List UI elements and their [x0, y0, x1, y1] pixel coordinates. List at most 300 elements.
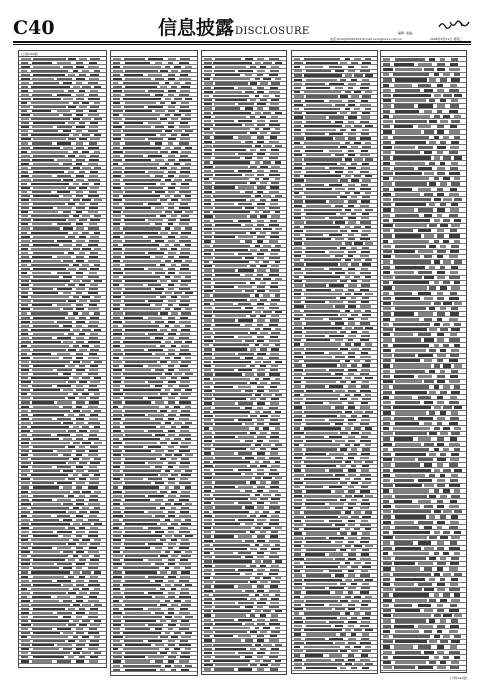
row-text: [73, 329, 79, 331]
row-text: [185, 244, 190, 246]
row-text: [204, 465, 213, 467]
row-text: [113, 333, 122, 335]
row-text: [395, 401, 421, 404]
row-text: [213, 378, 249, 380]
row-text: [443, 385, 450, 388]
row-text: [33, 308, 60, 310]
row-text: [90, 624, 100, 626]
row-text: [271, 132, 280, 134]
row-text: [263, 145, 272, 147]
row-text: [362, 432, 372, 434]
row-text: [329, 638, 343, 640]
row-text: [63, 98, 73, 100]
row-text: [345, 192, 349, 194]
row-text: [168, 656, 177, 658]
row-text: [214, 253, 233, 255]
row-text: [214, 535, 234, 537]
row-text: [125, 547, 150, 549]
row-text: [383, 359, 391, 362]
row-text: [257, 240, 262, 242]
row-text: [76, 401, 85, 403]
row-text: [174, 163, 180, 165]
row-text: [451, 640, 461, 643]
row-text: [68, 495, 74, 497]
row-text: [345, 612, 349, 614]
row-text: [362, 448, 371, 450]
row-text: [354, 209, 362, 211]
row-text: [306, 79, 337, 81]
row-text: [348, 305, 356, 307]
row-text: [76, 337, 84, 339]
row-text: [294, 394, 300, 396]
row-text: [340, 280, 347, 282]
row-text: [450, 292, 457, 295]
row-text: [393, 448, 429, 451]
row-text: [185, 276, 191, 278]
row-text: [345, 209, 351, 211]
row-text: [306, 381, 337, 383]
row-text: [304, 377, 342, 379]
row-text: [124, 381, 145, 383]
row-text: [245, 440, 253, 442]
row-text: [90, 495, 98, 497]
row-text: [73, 215, 79, 217]
row-text: [32, 499, 53, 501]
row-text: [179, 175, 189, 177]
row-text: [21, 584, 31, 586]
row-text: [270, 336, 278, 338]
row-text: [113, 406, 118, 408]
row-text: [165, 535, 172, 537]
row-text: [383, 167, 391, 170]
row-text: [354, 629, 362, 631]
row-text: [362, 62, 371, 64]
row-text: [168, 466, 173, 468]
row-text: [270, 668, 278, 670]
row-text: [434, 240, 438, 243]
row-text: [113, 474, 123, 476]
listing-column-2: [110, 50, 198, 676]
row-text: [305, 385, 325, 387]
row-text: [204, 585, 211, 587]
row-text: [294, 381, 301, 383]
row-text: [365, 411, 373, 413]
row-text: [351, 62, 358, 64]
row-text: [33, 163, 59, 165]
row-text: [79, 58, 87, 60]
row-text: [238, 535, 252, 537]
listing-rows: [202, 57, 286, 672]
row-text: [257, 103, 266, 105]
row-text: [275, 461, 281, 463]
row-text: [21, 110, 28, 112]
row-text: [450, 354, 460, 357]
row-text: [275, 128, 281, 130]
row-text: [354, 461, 362, 463]
row-text: [294, 104, 303, 106]
row-text: [351, 297, 356, 299]
row-text: [94, 604, 102, 606]
row-text: [429, 78, 436, 81]
row-text: [215, 215, 247, 217]
row-text: [125, 401, 152, 403]
row-text: [171, 652, 178, 654]
row-text: [260, 631, 267, 633]
row-text: [31, 652, 70, 654]
row-text: [33, 422, 61, 424]
row-text: [179, 337, 189, 339]
row-text: [348, 423, 353, 425]
row-text: [181, 571, 190, 573]
row-text: [32, 175, 53, 177]
row-text: [257, 174, 264, 176]
row-text: [33, 535, 58, 537]
row-text: [171, 636, 179, 638]
row-text: [155, 256, 163, 258]
row-text: [260, 315, 266, 317]
row-text: [113, 163, 118, 165]
row-text: [174, 567, 180, 569]
row-text: [90, 349, 99, 351]
row-text: [113, 211, 121, 213]
row-text: [76, 628, 83, 630]
row-text: [148, 219, 163, 221]
row-text: [395, 661, 427, 664]
row-text: [21, 353, 28, 355]
row-text: [294, 255, 301, 257]
row-text: [269, 506, 280, 508]
row-text: [383, 552, 388, 555]
row-text: [160, 361, 167, 363]
row-text: [271, 531, 278, 533]
row-text: [21, 491, 28, 493]
row-text: [179, 385, 188, 387]
row-text: [76, 191, 83, 193]
row-text: [94, 636, 100, 638]
row-text: [57, 450, 72, 452]
row-text: [306, 398, 338, 400]
row-text: [31, 86, 70, 88]
row-text: [181, 523, 190, 525]
row-text: [148, 317, 162, 319]
row-text: [124, 397, 144, 399]
row-text: [204, 664, 214, 666]
row-text: [123, 616, 162, 618]
row-text: [394, 583, 414, 586]
row-text: [257, 606, 263, 608]
row-text: [294, 654, 300, 656]
row-text: [124, 171, 146, 173]
row-text: [294, 196, 303, 198]
row-text: [434, 156, 440, 159]
row-text: [245, 124, 255, 126]
row-text: [214, 502, 233, 504]
row-text: [179, 434, 191, 436]
row-text: [113, 312, 123, 314]
row-text: [437, 443, 444, 446]
row-text: [113, 519, 119, 521]
row-text: [21, 393, 27, 395]
row-text: [204, 236, 212, 238]
row-text: [383, 84, 389, 87]
row-text: [214, 186, 235, 188]
row-text: [168, 430, 176, 432]
row-text: [31, 329, 70, 331]
row-text: [306, 205, 331, 207]
row-text: [160, 491, 167, 493]
row-text: [306, 532, 338, 534]
row-text: [179, 628, 188, 630]
row-text: [125, 126, 151, 128]
row-text: [174, 535, 183, 537]
row-text: [124, 656, 146, 658]
row-text: [270, 602, 280, 604]
row-text: [213, 494, 250, 496]
row-text: [79, 446, 85, 448]
row-text: [304, 343, 341, 345]
row-text: [124, 365, 143, 367]
row-text: [362, 667, 370, 669]
row-text: [351, 465, 356, 467]
row-text: [443, 156, 451, 159]
row-text: [271, 166, 281, 168]
row-text: [89, 142, 97, 144]
row-text: [94, 70, 100, 72]
row-text: [394, 521, 415, 524]
row-text: [174, 486, 180, 488]
row-text: [394, 250, 415, 253]
row-text: [32, 660, 53, 662]
row-text: [304, 579, 343, 581]
row-text: [181, 118, 190, 120]
row-text: [360, 507, 369, 509]
row-text: [33, 414, 64, 416]
row-text: [255, 211, 260, 213]
row-text: [79, 624, 87, 626]
row-text: [32, 596, 51, 598]
row-text: [123, 260, 162, 262]
row-text: [294, 659, 303, 661]
row-text: [238, 452, 252, 454]
row-text: [257, 535, 264, 537]
row-text: [76, 308, 83, 310]
row-text: [437, 541, 444, 544]
row-text: [174, 98, 182, 100]
row-text: [263, 195, 271, 197]
row-text: [57, 223, 71, 225]
row-text: [73, 507, 78, 509]
row-text: [174, 130, 183, 132]
row-text: [238, 602, 253, 604]
row-text: [257, 452, 264, 454]
row-text: [123, 227, 161, 229]
row-text: [181, 442, 190, 444]
row-text: [204, 656, 211, 658]
row-text: [351, 314, 358, 316]
row-text: [168, 596, 176, 598]
row-text: [21, 102, 27, 104]
row-text: [294, 612, 299, 614]
row-text: [21, 652, 28, 654]
row-text: [174, 292, 183, 294]
row-text: [113, 503, 120, 505]
row-text: [204, 519, 213, 521]
row-text: [383, 406, 391, 409]
row-text: [21, 434, 28, 436]
row-text: [340, 432, 348, 434]
row-text: [383, 172, 393, 175]
row-text: [306, 230, 338, 232]
row-text: [160, 345, 165, 347]
row-text: [204, 282, 211, 284]
row-text: [204, 535, 211, 537]
row-text: [305, 369, 326, 371]
row-text: [57, 531, 72, 533]
row-text: [306, 432, 339, 434]
row-text: [340, 667, 346, 669]
row-text: [21, 317, 30, 319]
row-text: [294, 129, 301, 131]
row-text: [365, 343, 372, 345]
row-text: [383, 609, 392, 612]
row-text: [165, 567, 169, 569]
row-text: [395, 588, 422, 591]
row-text: [113, 321, 122, 323]
row-text: [155, 450, 164, 452]
row-text: [215, 82, 247, 84]
row-text: [76, 438, 83, 440]
row-text: [168, 256, 174, 258]
row-text: [395, 640, 428, 643]
row-text: [348, 402, 354, 404]
row-text: [275, 95, 280, 97]
row-text: [238, 635, 251, 637]
row-text: [294, 591, 301, 593]
row-text: [125, 264, 156, 266]
row-text: [263, 95, 269, 97]
row-text: [82, 377, 90, 379]
row-text: [424, 505, 433, 508]
row-text: [204, 594, 209, 596]
row-text: [88, 454, 97, 456]
row-text: [424, 359, 432, 362]
row-text: [123, 584, 162, 586]
row-text: [76, 126, 84, 128]
row-text: [275, 511, 280, 513]
row-text: [383, 312, 391, 315]
row-text: [113, 280, 122, 282]
row-text: [165, 66, 171, 68]
row-text: [215, 365, 245, 367]
row-text: [451, 182, 460, 185]
row-text: [434, 302, 441, 305]
row-text: [424, 609, 433, 612]
row-text: [269, 224, 279, 226]
row-text: [82, 426, 89, 428]
row-text: [123, 486, 160, 488]
row-text: [451, 619, 459, 622]
row-text: [113, 171, 122, 173]
row-text: [90, 187, 99, 189]
row-text: [361, 453, 371, 455]
row-text: [348, 638, 356, 640]
row-text: [449, 588, 461, 591]
row-text: [113, 300, 121, 302]
row-text: [21, 604, 29, 606]
row-text: [383, 567, 391, 570]
row-text: [204, 515, 212, 517]
row-text: [79, 236, 86, 238]
row-text: [32, 434, 51, 436]
row-text: [76, 179, 84, 181]
row-text: [21, 495, 29, 497]
row-text: [113, 106, 121, 108]
row-text: [260, 99, 266, 101]
row-text: [113, 341, 120, 343]
row-text: [21, 636, 27, 638]
listing-column-1: [18, 50, 107, 668]
row-text: [204, 112, 211, 114]
row-text: [204, 120, 211, 122]
row-text: [351, 516, 359, 518]
row-text: [294, 301, 302, 303]
row-text: [215, 631, 247, 633]
row-text: [21, 86, 28, 88]
row-text: [361, 251, 370, 253]
row-text: [160, 539, 166, 541]
row-text: [263, 594, 269, 596]
row-text: [215, 232, 246, 234]
row-text: [21, 90, 29, 92]
row-text: [437, 562, 446, 565]
row-text: [306, 667, 337, 669]
row-text: [21, 426, 27, 428]
row-text: [76, 434, 83, 436]
row-text: [340, 179, 348, 181]
row-text: [21, 527, 29, 529]
row-text: [90, 381, 100, 383]
row-text: [294, 453, 303, 455]
row-text: [204, 294, 210, 296]
row-text: [238, 369, 252, 371]
row-text: [361, 486, 368, 488]
row-text: [68, 543, 76, 545]
row-text: [294, 444, 299, 446]
row-text: [294, 343, 301, 345]
row-text: [21, 195, 30, 197]
row-text: [348, 83, 356, 85]
row-text: [345, 108, 349, 110]
row-text: [123, 147, 161, 149]
row-text: [155, 580, 163, 582]
row-text: [270, 220, 277, 222]
row-text: [123, 195, 160, 197]
row-text: [443, 469, 451, 472]
row-text: [31, 199, 71, 201]
row-text: [68, 236, 75, 238]
row-text: [383, 198, 391, 201]
row-text: [73, 70, 78, 72]
row-text: [204, 153, 212, 155]
row-text: [340, 465, 345, 467]
row-text: [260, 398, 266, 400]
row-text: [174, 503, 182, 505]
row-text: [348, 116, 357, 118]
row-text: [394, 479, 414, 482]
row-text: [271, 199, 278, 201]
row-text: [383, 182, 392, 185]
row-text: [215, 398, 246, 400]
